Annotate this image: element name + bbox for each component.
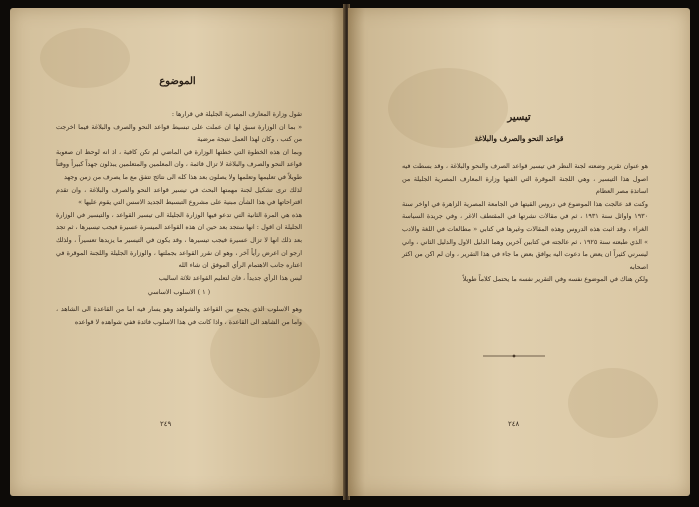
- paragraph: ليس هذا الرأي جديداً ، فان لتعليم القواعد ثلاثة اساليب: [158, 273, 302, 282]
- paragraph: وبما ان هذه الخطوة التي خطتها الوزارة في الماضي لم تكن كافية ، اذ انه لوحظ ان صعوبة قواعد النحو والصرف والبلاغة لا تزال قائمة ، وان المعلمين والمتعلمين يبذلون جهداً كبيراً ووقتاً طويلاً في تعليمها وتعلمها ولا يصلون بعد هذا كله الى نتائج تتفق مع ما يصرف من زمن وجهد: [56, 147, 302, 181]
- page-subtitle: قواعد النحو والصرف والبلاغة: [474, 134, 564, 143]
- paragraph: ولكن هناك في الموضوع نفسه وفي التقرير نفسه ما يحتمل كلاماً طويلاً: [462, 275, 648, 284]
- left-page: [10, 8, 345, 496]
- left-page-body: [56, 108, 302, 328]
- page-number: ٢٤٨: [508, 420, 520, 428]
- ornament-divider: [483, 354, 545, 358]
- page-title: تيسير: [507, 112, 531, 123]
- page-title: الموضوع: [159, 76, 196, 87]
- paragraph: وكنت قد عالجت هذا الموضوع في دروس القيتها في الجامعة المصرية الزاهرة في اواخر سنة ١٩٣٠ واوائل سنة ١٩٣١ ، ثم في مقالات نشرتها في المقتطف الاغر ، وفي جريدة السياسة الغراء ، وقد اثبت هذه الدروس وهذه المقالات وغيرها في كتابي « مطالعات في اللغة والادب » الذي طبعته سنة ١٩٢٥ ، ثم عالجته في كتابين آخرين وهما الدليل الاول والدليل الثاني ، واني ليسرني كثيراً ان يعض ما دعوت اليه يوافق بعض ما جاء في هذا التقرير ، وان لم اكن من اكثر اصحابه: [402, 199, 648, 271]
- paragraph: وهو الاسلوب الذي يجمع بين القواعد والشواهد وهو يسار فيه اما من القاعدة الى الشاهد ، واما من الشاهد الى القاعدة ، واذا كانت في هذا الاسلوب فائدة ففي شواهده لا قواعده: [56, 304, 302, 326]
- paragraph: هذه هي المرة الثانية التي تدعو فيها الوزارة الجليلة الى تيسير القواعد ، والتيسير في الوزارة الجليلة ان اقول : انها ستجد بعد حين ان هذه القواعد الميسرة عسيرة فيجب تيسيرها ، ثم تجد بعد ذلك انها لا تزال عسيرة فيجب تيسيرها ، وقد يكون في التيسير ما يزيدها تعسيراً ، ولذلك ارجو ان اعرض رأياً آخر ، وهو ان نقرر القواعد بجملتها ، والوزارة الجليلة واللجنة الموقرة في اعتاره جانب الاهتمام الرأي الموفق ان شاء الله: [56, 210, 302, 270]
- right-page-body: [402, 160, 648, 286]
- paragraph: تقول وزارة المعارف المصرية الجليلة في قرارها :: [171, 110, 302, 118]
- right-page: [348, 8, 690, 496]
- page-number: ٢٤٩: [160, 420, 172, 428]
- item-heading: ( ١ ) الاسلوب الاساسي: [147, 288, 211, 297]
- paragraph: « بما ان الوزارة سبق لها ان عملت على تبسيط قواعد النحو والصرف والبلاغة فيما اخرجت من كتب ، وكان لهذا العمل نتيجة مرضية: [56, 122, 302, 144]
- paragraph: هو عنوان تقرير وضعته لجنة النظر في تيسير قواعد الصرف والنحو والبلاغة ، وقد بسطت فيه اصول هذا التيسير ، وهي اللجنة الموقرة التي الفتها وزارة المعارف المصرية الجليلة من اساتذة مصر العظام: [402, 162, 648, 196]
- paragraph: لذلك ترى تشكيل لجنة مهمتها البحث في تيسير قواعد النحو والصرف والبلاغة ، وان تقدم اقتراحاتها في هذا الشأن مبنية على مشروع التبسيط الجديد الاسس التي يقوم عليها »: [56, 185, 302, 207]
